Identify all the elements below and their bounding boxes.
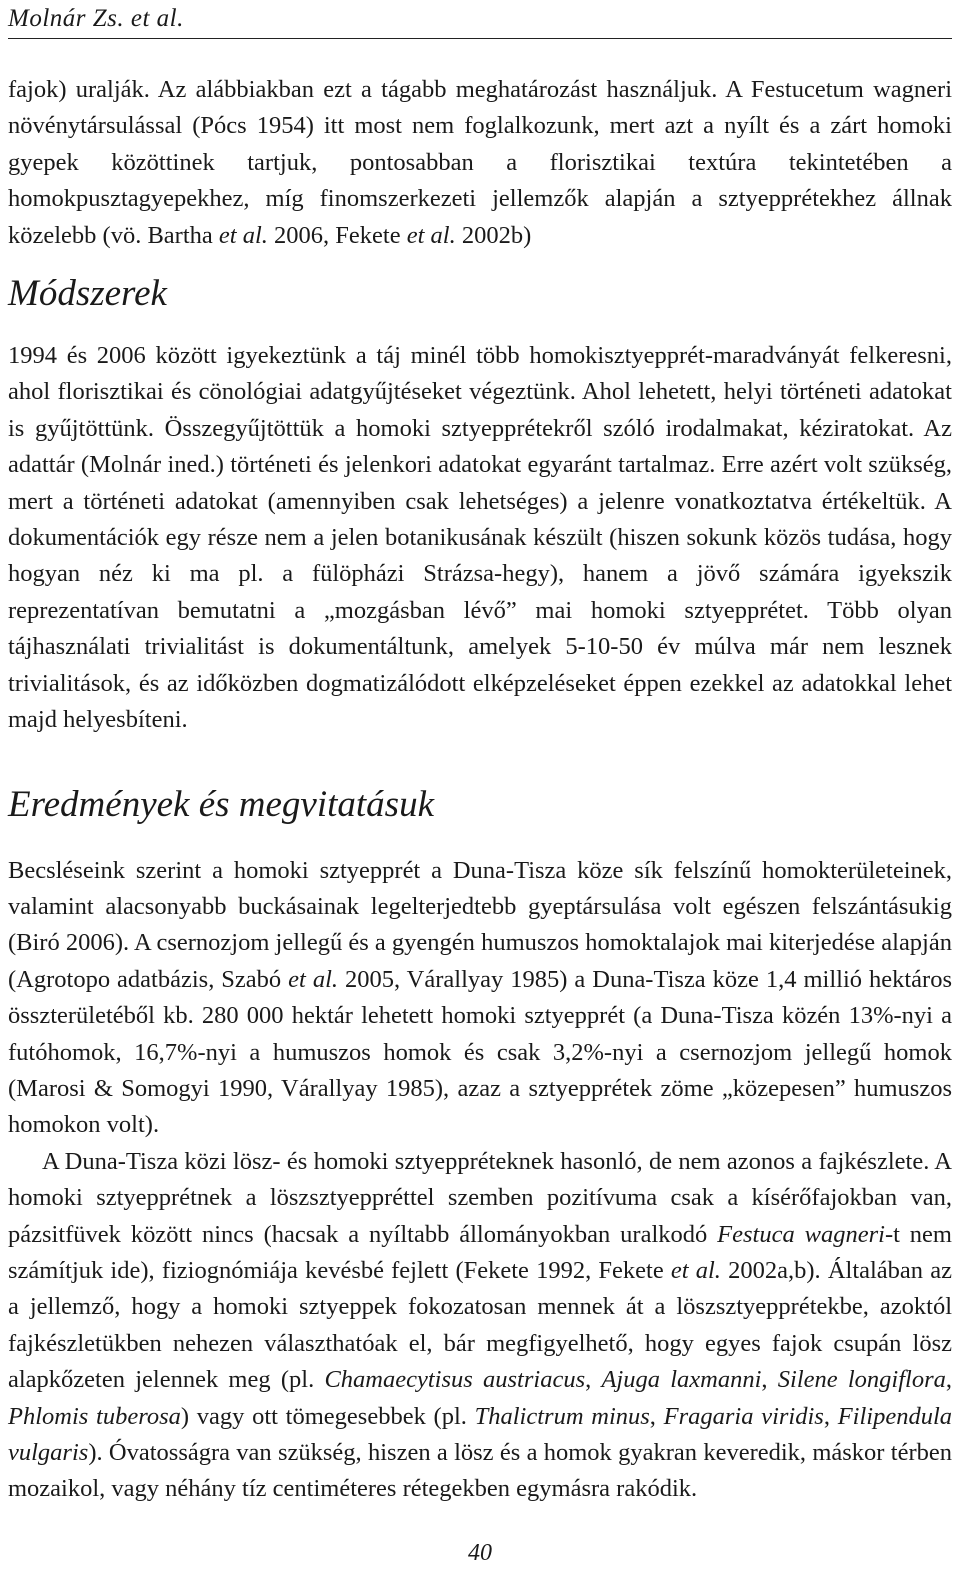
methods-paragraph: 1994 és 2006 között igyekeztünk a táj minél több homokisztyepprét-maradványát felkeresni, ahol florisztikai és cönológiai adatgyűjtéseket végeztünk. Ahol lehetett, helyi történeti adatokat is gyűjtöttünk. Összegyűjtöttük a homoki sztyepprétekről szóló irodalmakat, kéziratokat. Az adattár (Molnár ined.) történeti és jelenkori adatokat egyaránt tartalmaz. Erre azért volt szükség, mert a történeti adatokat (amennyiben csak lehetséges) a jelenre vonatkoztatva értékeltük. A dokumentációk egy része nem a jelen botanikusának készült (hiszen sokunk közös tudása, hogy hogyan néz ki ma pl. a fülöpházi Strázsa-hegy), hanem a jövő számára igyekszik reprezentatívan bemutatni a „mozgásban lévő” mai homoki sztyepprétet. Több olyan tájhasználati trivialitást is dokumentáltunk, amelyek 5-10-50 év múlva már nem lesznek trivialitások, és az időközben dogmatizálódott elképzeléseket éppen ezekkel az adatokkal lehet majd helyesbíteni.: [8, 342, 952, 734]
running-head: Molnár Zs. et al.: [8, 4, 952, 39]
methods-heading: Módszerek: [8, 273, 167, 315]
page-body: [8, 72, 952, 1508]
results-paragraph-1: Becsléseink szerint a homoki sztyepprét a Duna-Tisza köze sík felszínű homokterületeinek, valamint alacsonyabb buckásainak legelterjedtebb gyeptársulása volt egészen felszántásukig (Biró 2006). A csernozjom jellegű és a gyengén humuszos homoktalajok mai kiterjedése alapján (Agrotopo adatbázis, Szabó et al. 2005, Várallyay 1985) a Duna-Tisza köze 1,4 millió hektáros összterületéből kb. 280 000 hektár lehetett homoki sztyepprét (a Duna-Tisza közén 13%-nyi a futóhomok, 16,7%-nyi a humuszos homok és csak 3,2%-nyi a csernozjom jellegű homok (Marosi & Somogyi 1990, Várallyay 1985), azaz a sztyepprétek zöme „közepesen” humuszos homokon volt).: [8, 856, 952, 1139]
page-number: 40: [468, 1540, 492, 1566]
results-heading: Eredmények és megvitatásuk: [8, 783, 435, 825]
results-paragraph-2: A Duna-Tisza közi lösz- és homoki sztyeppréteknek hasonló, de nem azonos a fajkészlete. A homoki sztyepprétnek a löszsztyeppréttel szemben pozitívuma csak a kísérőfajokban van, pázsitfüvek között nincs (hacsak a nyíltabb állományokban uralkodó Festuca wagneri-t nem számítjuk ide), fiziognómiája kevésbé fejlett (Fekete 1992, Fekete et al. 2002a,b). Általában az a jellemző, hogy a homoki sztyeppek fokozatosan mennek át a löszsztyepprétekbe, azoktól fajkészletükben nehezen választhatóak el, bár megfigyelhető, hogy egyes fajok csupán lösz alapkőzeten jelennek meg (pl. Chamaecytisus austriacus, Ajuga laxmanni, Silene longiflora, Phlomis tuberosa) vagy ott tömegesebbek (pl. Thalictrum minus, Fragaria viridis, Filipendula vulgaris). Óvatosságra van szükség, hiszen a lösz és a homok gyakran keveredik, máskor térben mozaikol, vagy néhány tíz centiméteres rétegekben egymásra rakódik.: [8, 1147, 953, 1503]
intro-paragraph: fajok) uralják. Az alábbiakban ezt a tágabb meghatározást használjuk. A Festucetum wagneri növénytársulással (Pócs 1954) itt most nem foglalkozunk, mert azt a nyílt és a zárt homoki gyepek közöttinek tartjuk, pontosabban a florisztikai textúra tekintetében a homokpusztagyepekhez, míg finomszerkezeti jellemzők alapján a sztyepprétekhez állnak közelebb (vö. Bartha et al. 2006, Fekete et al. 2002b): [8, 76, 952, 249]
results-section: [8, 853, 952, 1508]
